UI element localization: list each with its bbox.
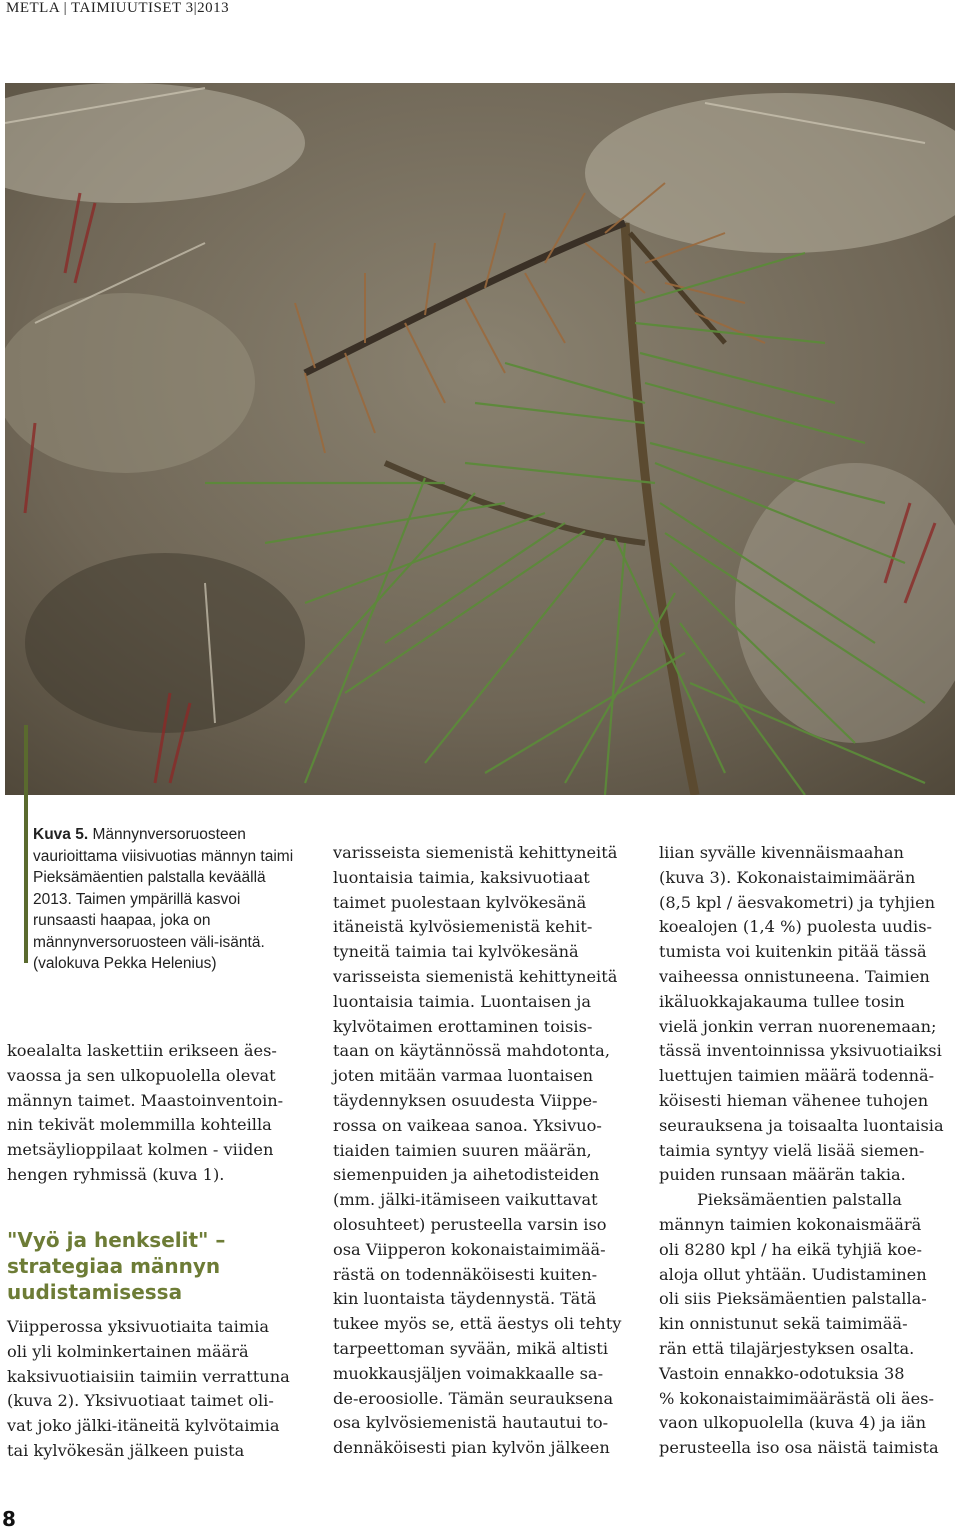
text-line: Vastoin ennakko-odotuksia 38 xyxy=(659,1363,905,1383)
text-line: luettujen taimien määrä todennä- xyxy=(659,1066,935,1086)
text-line: kaksivuotiaisiin taimiin verrattuna xyxy=(7,1366,290,1386)
text-line: osa Viipperon kokonaistaimimää- xyxy=(333,1239,606,1259)
text-line: luontaisia taimia, kaksivuotiaat xyxy=(333,867,590,887)
text-line: tyneitä taimia tai kylvökesänä xyxy=(333,942,579,962)
text-line: taan on käytännössä mahdotonta, xyxy=(333,1041,610,1061)
text-line: olosuhteet) perusteella varsin iso xyxy=(333,1214,607,1234)
text-line: koealalta laskettiin erikseen äes- xyxy=(7,1041,277,1060)
text-line: taimet puolestaan kylvökesänä xyxy=(333,892,587,912)
heading-line: uudistamisessa xyxy=(7,1280,183,1304)
text-line: rossa on vaikeaa sanoa. Yksivuo- xyxy=(333,1115,602,1135)
text-line: metsäylioppilaat kolmen - viiden xyxy=(7,1140,274,1160)
text-line: rän että tilajärjestyksen osalta. xyxy=(659,1338,915,1358)
text-line: ikäluokkajakauma tullee tosin xyxy=(659,991,905,1011)
text-line: % kokonaistaimimäärästä oli äes- xyxy=(659,1388,934,1408)
text-line: (kuva 2). Yksivuotiaat taimet oli- xyxy=(7,1391,274,1411)
text-line: aloja ollut yhtään. Uudistaminen xyxy=(659,1264,927,1284)
text-line: tässä inventoinnissa yksivuotiaiksi xyxy=(659,1041,942,1061)
text-line: tiaiden taimien suuren määrän, xyxy=(333,1140,592,1160)
text-line: tukee myös se, että äestys oli tehty xyxy=(333,1314,622,1334)
column-1-bottom-text xyxy=(7,1315,307,1464)
text-line: vat joko jälki-itäneitä kylvötaimia xyxy=(7,1416,280,1436)
section-heading xyxy=(7,1227,307,1305)
text-line: oli 8280 kpl / ha eikä tyhjiä koe- xyxy=(659,1239,922,1259)
text-line: Viipperossa yksivuotiaita taimia xyxy=(7,1317,270,1336)
text-line: liian syvälle kivennäismaahan xyxy=(659,843,904,862)
page-number: 8 xyxy=(2,1507,16,1531)
text-line: varisseista siemenistä kehittyneitä xyxy=(333,843,618,862)
heading-line: "Vyö ja henkselit" – xyxy=(7,1228,226,1252)
text-line: nin tekivät molemmilla kohteilla xyxy=(7,1115,272,1135)
text-line: oli siis Pieksämäentien palstalla- xyxy=(659,1289,927,1309)
text-line: (mm. jälki-itämiseen vaikuttavat xyxy=(333,1190,598,1210)
text-line: dennäköisesti pian kylvön jälkeen xyxy=(333,1438,610,1458)
pine-seedling-photo xyxy=(5,83,955,795)
text-line: muokkausjäljen voimakkaalle sa- xyxy=(333,1363,604,1383)
text-line: tarpeettoman syvään, mikä altisti xyxy=(333,1338,608,1358)
text-line: joten mitään varmaa luontaisen xyxy=(333,1066,594,1086)
text-line: siemenpuiden ja aihetodisteiden xyxy=(333,1165,600,1185)
caption-text: Männynversoruosteen vaurioittama viisivuotias männyn taimi Pieksämäentien palstalla keväällä 2013. Taimen ympärillä kasvoi runsaasti haapaa, joka on männynversoruosteen väli-isäntä. (valokuva Pekka Helenius) xyxy=(33,826,294,972)
column-1-top-text xyxy=(7,1039,307,1188)
text-line: osa kylvösiemenistä hautautui to- xyxy=(333,1413,609,1433)
text-line: kin onnistunut sekä taimimää- xyxy=(659,1314,908,1334)
text-line: Pieksämäentien palstalla xyxy=(697,1190,902,1210)
text-line: kin luontaista täydennystä. Tätä xyxy=(333,1289,597,1309)
text-line: (8,5 kpl / äesvakometri) ja tyhjien xyxy=(659,892,936,912)
caption-accent-rule xyxy=(24,725,28,963)
text-line: taimia syntyy vielä lisää siemen- xyxy=(659,1140,925,1160)
text-line: itäneistä kylvösiemenistä kehit- xyxy=(333,917,593,937)
text-line: oli yli kolminkertainen määrä xyxy=(7,1341,249,1361)
text-line: vaon ulkopuolella (kuva 4) ja iän xyxy=(659,1413,927,1433)
text-line: rästä on todennäköisesti kuiten- xyxy=(333,1264,598,1284)
column-3-text xyxy=(659,841,959,1461)
text-line: vielä jonkin verran nuorenemaan; xyxy=(659,1016,937,1036)
running-header: METLA | TAIMIUUTISET 3|2013 xyxy=(6,0,230,16)
text-line: köisesti hieman vähenee tuhojen xyxy=(659,1090,929,1110)
text-line: seurauksena ja toisaalta luontaisia xyxy=(659,1115,944,1135)
text-line: puiden runsaan määrän takia. xyxy=(659,1165,906,1185)
text-line: koealojen (1,4 %) puolesta uudis- xyxy=(659,917,932,937)
text-line: männyn taimien kokonaismäärä xyxy=(659,1214,922,1234)
text-line: kylvötaimen erottaminen toisis- xyxy=(333,1016,593,1036)
text-line: de-eroosiolle. Tämän seurauksena xyxy=(333,1388,614,1408)
text-line: tumista voi kuitenkin pitää tässä xyxy=(659,942,927,962)
figure-caption xyxy=(33,824,298,975)
text-line: varisseista siemenistä kehittyneitä xyxy=(333,966,618,986)
heading-line: strategiaa männyn xyxy=(7,1254,221,1278)
caption-label: Kuva 5. xyxy=(33,826,89,843)
text-line: luontaisia taimia. Luontaisen ja xyxy=(333,991,591,1011)
text-line: (kuva 3). Kokonaistaimimäärän xyxy=(659,867,916,887)
column-2-text xyxy=(333,841,633,1461)
text-line: hengen ryhmissä (kuva 1). xyxy=(7,1164,225,1184)
text-line: perusteella iso osa näistä taimista xyxy=(659,1438,939,1458)
text-line: täydennyksen osuudesta Viippe- xyxy=(333,1090,598,1110)
text-line: vaossa ja sen ulkopuolella olevat xyxy=(7,1065,276,1085)
text-line: männyn taimet. Maastoinventoin- xyxy=(7,1090,284,1110)
text-line: vaiheessa onnistuneena. Taimien xyxy=(659,966,930,986)
text-line: tai kylvökesän jälkeen puista xyxy=(7,1440,245,1460)
